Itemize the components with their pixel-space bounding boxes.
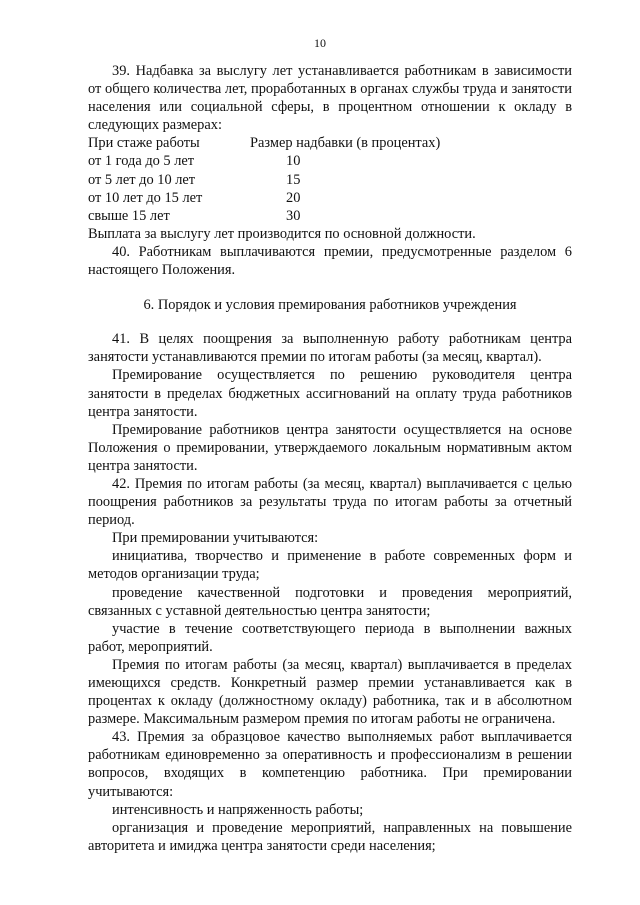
table-cell-experience: от 1 года до 5 лет — [88, 153, 195, 170]
table-cell-bonus: 20 — [286, 189, 301, 206]
section-heading: 6. Порядок и условия премирования работников учреждения — [143, 297, 517, 314]
criteria-item: интенсивность и напряженность работы; — [112, 801, 364, 818]
paragraph-41: 41. В целях поощрения за выполненную работу работникам центра занятости устанавливаются премии по итогам работы (за месяц, квартал). — [88, 331, 572, 366]
table-cell-bonus: 10 — [286, 153, 301, 170]
table-row — [88, 189, 572, 207]
table-header-experience: При стаже работы — [88, 135, 200, 152]
page-number: 10 — [314, 36, 326, 50]
seniority-bonus-table — [88, 134, 572, 224]
table-row — [88, 152, 572, 170]
table-row — [88, 171, 572, 189]
table-cell-experience: свыше 15 лет — [88, 207, 170, 224]
paragraph-42: 42. Премия по итогам работы (за месяц, квартал) выплачивается с целью поощрения работников за результаты труда по итогам работы за отчетный период. — [88, 475, 572, 529]
table-cell-bonus: 30 — [286, 207, 301, 224]
table-cell-bonus: 15 — [286, 171, 301, 188]
paragraph-41-regulation: Премирование работников центра занятости осуществляется на основе Положения о премировании, утверждаемого локальным нормативным актом центра занятости. — [88, 421, 572, 474]
paragraph-40: 40. Работникам выплачиваются премии, предусмотренные разделом 6 настоящего Положения. — [88, 243, 572, 279]
criteria-item: организация и проведение мероприятий, направленных на повышение авторитета и имиджа центра занятости среди населения; — [88, 819, 572, 854]
payment-note: Выплата за выслугу лет производится по основной должности. — [88, 225, 476, 242]
paragraph-41-decision: Премирование осуществляется по решению руководителя центра занятости в пределах бюджетных ассигнований на оплату труда работников центра занятости. — [88, 367, 572, 420]
paragraph-39: 39. Надбавка за выслугу лет устанавливается работникам в зависимости от общего количества лет, проработанных в органах службы труда и занятости населения или социальной сферы, в процентном отношении к окладу в следующих размерах: — [88, 63, 572, 134]
table-cell-experience: от 5 лет до 10 лет — [88, 171, 196, 188]
table-header-row — [88, 134, 572, 152]
criteria-lead: При премировании учитываются: — [112, 530, 319, 547]
paragraph-43: 43. Премия за образцовое качество выполняемых работ выплачивается работникам единовременно за оперативность и профессионализм в решении вопросов, входящих в компетенцию работника. При премировании учитываются: — [88, 729, 572, 800]
document-body — [88, 62, 572, 855]
criteria-item: участие в течение соответствующего периода в выполнении важных работ, мероприятий. — [88, 620, 572, 655]
criteria-item: проведение качественной подготовки и проведения мероприятий, связанных с уставной деятельностью центра занятости; — [88, 584, 572, 619]
paragraph-42-amount: Премия по итогам работы (за месяц, квартал) выплачивается в пределах имеющихся средств. Конкретный размер премии устанавливается как в процентах к окладу (должностному окладу) работника, так и в абсолютном размере. Максимальным размером премия по итогам работы не ограничена. — [88, 656, 572, 728]
criteria-item: инициатива, творчество и применение в работе современных форм и методов организации труда; — [88, 548, 572, 583]
table-cell-experience: от 10 лет до 15 лет — [88, 189, 203, 206]
table-header-bonus: Размер надбавки (в процентах) — [250, 135, 441, 152]
table-row — [88, 207, 572, 225]
